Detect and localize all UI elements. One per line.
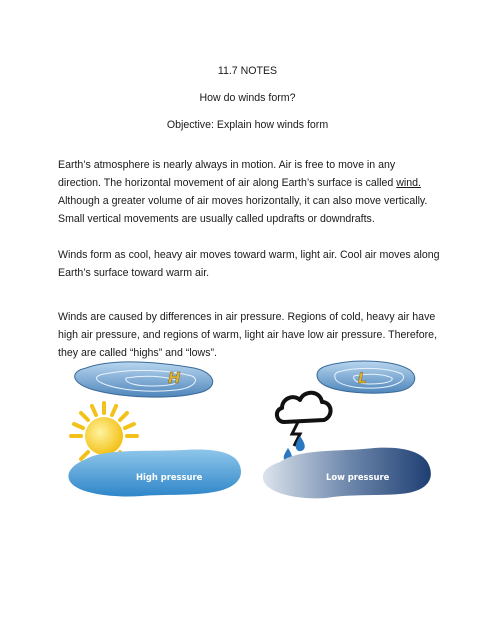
low-pressure-isobar-icon — [317, 361, 415, 393]
low-pressure-letter: L — [358, 371, 367, 387]
paragraph-line: Although a greater volume of air moves horizontally, it can also move vertically. — [58, 195, 428, 207]
paragraph-line — [58, 174, 448, 192]
paragraph-air-pressure — [58, 308, 448, 362]
term-wind: wind. — [396, 177, 421, 189]
pressure-illustration — [64, 360, 440, 500]
paragraph-line: high air pressure, and regions of warm, light air have low air pressure. Therefore, — [58, 329, 438, 341]
paragraph-line: Earth’s surface toward warm air. — [58, 267, 210, 279]
low-pressure-label: Low pressure — [326, 472, 390, 482]
paragraph-text: direction. The horizontal movement of air along Earth’s surface is called — [58, 177, 397, 189]
paragraph-line: they are called “highs” and “lows”. — [58, 347, 217, 359]
paragraph-line: Winds form as cool, heavy air moves toward warm, light air. Cool air moves along — [58, 249, 440, 261]
high-pressure-label: High pressure — [136, 472, 203, 482]
high-pressure-isobar-icon — [75, 362, 213, 397]
high-pressure-letter: H — [168, 369, 181, 387]
storm-cloud-icon — [277, 393, 331, 446]
paragraph-wind-formation — [58, 246, 448, 282]
paragraph-wind-definition — [58, 156, 448, 228]
paragraph-line: Winds are caused by differences in air pressure. Regions of cold, heavy air have — [58, 311, 436, 323]
paragraph-line: Earth’s atmosphere is nearly always in motion. Air is free to move in any — [58, 159, 396, 171]
question-heading: How do winds form? — [199, 92, 296, 104]
paragraph-line: Small vertical movements are usually called updrafts or downdrafts. — [58, 213, 375, 225]
notes-title: 11.7 NOTES — [217, 65, 278, 77]
objective-heading: Objective: Explain how winds form — [166, 119, 329, 131]
